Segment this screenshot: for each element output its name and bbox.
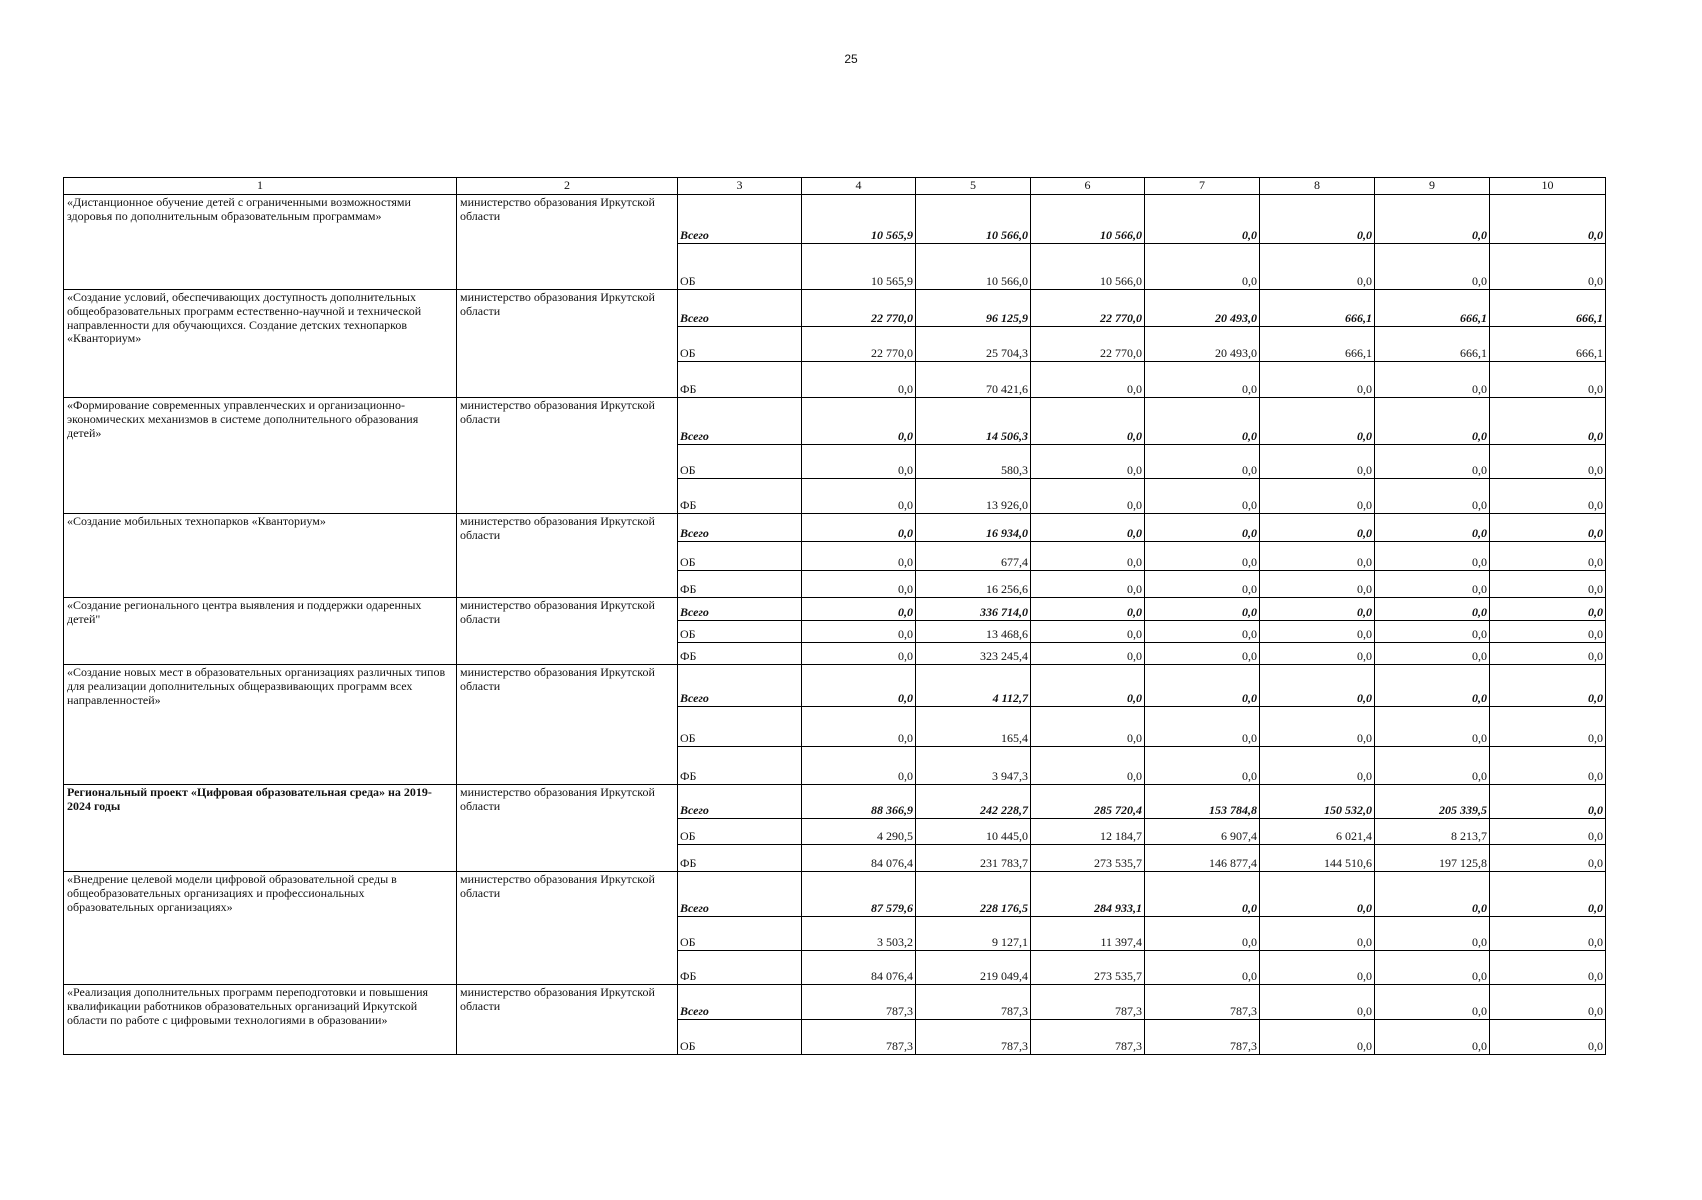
amount-cell: 0,0 xyxy=(1031,665,1145,707)
executor-name: министерство образования Иркутской области xyxy=(457,514,678,598)
funding-source: Всего xyxy=(678,598,802,621)
amount-cell: 0,0 xyxy=(1031,643,1145,665)
amount-cell: 144 510,6 xyxy=(1260,845,1375,872)
amount-cell: 10 566,0 xyxy=(1031,244,1145,290)
page-number: 25 xyxy=(844,52,858,66)
amount-cell: 0,0 xyxy=(1260,643,1375,665)
activity-name: «Создание мобильных технопарков «Кванториум» xyxy=(64,514,457,598)
amount-cell: 0,0 xyxy=(1260,985,1375,1020)
table-row xyxy=(64,985,1606,1020)
amount-cell: 580,3 xyxy=(916,445,1031,479)
amount-cell: 666,1 xyxy=(1260,327,1375,362)
table-row xyxy=(64,514,1606,542)
amount-cell: 273 535,7 xyxy=(1031,845,1145,872)
amount-cell: 0,0 xyxy=(1490,195,1606,244)
amount-cell: 787,3 xyxy=(1145,985,1260,1020)
amount-cell: 0,0 xyxy=(1490,707,1606,747)
amount-cell: 273 535,7 xyxy=(1031,951,1145,985)
funding-source: Всего xyxy=(678,398,802,445)
amount-cell: 0,0 xyxy=(1490,362,1606,398)
amount-cell: 205 339,5 xyxy=(1375,785,1490,819)
amount-cell: 0,0 xyxy=(802,621,916,643)
amount-cell: 0,0 xyxy=(1490,571,1606,598)
amount-cell: 0,0 xyxy=(1145,479,1260,514)
amount-cell: 12 184,7 xyxy=(1031,819,1145,845)
amount-cell: 285 720,4 xyxy=(1031,785,1145,819)
amount-cell: 219 049,4 xyxy=(916,951,1031,985)
amount-cell: 0,0 xyxy=(1490,951,1606,985)
table-row xyxy=(64,398,1606,445)
amount-cell: 0,0 xyxy=(1375,872,1490,917)
funding-source: ОБ xyxy=(678,542,802,571)
amount-cell: 0,0 xyxy=(1375,665,1490,707)
activity-name: «Создание условий, обеспечивающих доступность дополнительных общеобразовательных программ естественно-научной и технической направленности для обучающихся. Создание детских технопарков «Кванториум» xyxy=(64,290,457,398)
amount-cell: 10 566,0 xyxy=(916,244,1031,290)
amount-cell: 0,0 xyxy=(1490,542,1606,571)
amount-cell: 0,0 xyxy=(1490,598,1606,621)
column-header: 6 xyxy=(1031,178,1145,195)
amount-cell: 0,0 xyxy=(1145,398,1260,445)
column-header: 7 xyxy=(1145,178,1260,195)
amount-cell: 0,0 xyxy=(1260,621,1375,643)
amount-cell: 0,0 xyxy=(1031,747,1145,785)
funding-source: ФБ xyxy=(678,479,802,514)
amount-cell: 0,0 xyxy=(1375,445,1490,479)
amount-cell: 0,0 xyxy=(1260,872,1375,917)
funding-source: Всего xyxy=(678,195,802,244)
amount-cell: 22 770,0 xyxy=(802,327,916,362)
activity-name: «Дистанционное обучение детей с ограниченными возможностями здоровья по дополнительным образовательным программам» xyxy=(64,195,457,290)
amount-cell: 22 770,0 xyxy=(1031,290,1145,327)
funding-source: ОБ xyxy=(678,244,802,290)
amount-cell: 0,0 xyxy=(1260,195,1375,244)
amount-cell: 0,0 xyxy=(1145,362,1260,398)
amount-cell: 0,0 xyxy=(1490,845,1606,872)
amount-cell: 10 565,9 xyxy=(802,195,916,244)
column-header: 3 xyxy=(678,178,802,195)
amount-cell: 0,0 xyxy=(1375,917,1490,951)
amount-cell: 0,0 xyxy=(1375,398,1490,445)
amount-cell: 0,0 xyxy=(1375,244,1490,290)
amount-cell: 284 933,1 xyxy=(1031,872,1145,917)
amount-cell: 70 421,6 xyxy=(916,362,1031,398)
amount-cell: 0,0 xyxy=(1145,643,1260,665)
amount-cell: 0,0 xyxy=(802,362,916,398)
amount-cell: 165,4 xyxy=(916,707,1031,747)
amount-cell: 8 213,7 xyxy=(1375,819,1490,845)
column-header: 1 xyxy=(64,178,457,195)
amount-cell: 323 245,4 xyxy=(916,643,1031,665)
table-row xyxy=(64,872,1606,917)
amount-cell: 0,0 xyxy=(1145,514,1260,542)
amount-cell: 16 934,0 xyxy=(916,514,1031,542)
amount-cell: 0,0 xyxy=(802,747,916,785)
amount-cell: 0,0 xyxy=(1145,665,1260,707)
amount-cell: 96 125,9 xyxy=(916,290,1031,327)
amount-cell: 14 506,3 xyxy=(916,398,1031,445)
funding-source: ОБ xyxy=(678,917,802,951)
amount-cell: 0,0 xyxy=(1490,398,1606,445)
amount-cell: 0,0 xyxy=(1490,665,1606,707)
amount-cell: 0,0 xyxy=(1260,747,1375,785)
amount-cell: 0,0 xyxy=(1490,479,1606,514)
amount-cell: 0,0 xyxy=(1031,571,1145,598)
amount-cell: 0,0 xyxy=(1260,598,1375,621)
amount-cell: 0,0 xyxy=(1260,951,1375,985)
amount-cell: 0,0 xyxy=(1031,362,1145,398)
amount-cell: 0,0 xyxy=(1490,514,1606,542)
funding-source: ОБ xyxy=(678,819,802,845)
amount-cell: 0,0 xyxy=(1375,362,1490,398)
amount-cell: 0,0 xyxy=(1260,514,1375,542)
amount-cell: 0,0 xyxy=(1375,571,1490,598)
table-row xyxy=(64,665,1606,707)
amount-cell: 3 947,3 xyxy=(916,747,1031,785)
amount-cell: 666,1 xyxy=(1375,290,1490,327)
amount-cell: 787,3 xyxy=(1031,985,1145,1020)
amount-cell: 0,0 xyxy=(1145,542,1260,571)
activity-name: Региональный проект «Цифровая образовательная среда» на 2019-2024 годы xyxy=(64,785,457,872)
table-row xyxy=(64,195,1606,244)
amount-cell: 0,0 xyxy=(1490,819,1606,845)
amount-cell: 787,3 xyxy=(916,1020,1031,1055)
amount-cell: 0,0 xyxy=(802,598,916,621)
table-body xyxy=(64,195,1606,1055)
executor-name: министерство образования Иркутской области xyxy=(457,290,678,398)
amount-cell: 0,0 xyxy=(802,542,916,571)
amount-cell: 0,0 xyxy=(802,479,916,514)
amount-cell: 0,0 xyxy=(1145,621,1260,643)
funding-source: ОБ xyxy=(678,707,802,747)
amount-cell: 20 493,0 xyxy=(1145,327,1260,362)
column-header: 9 xyxy=(1375,178,1490,195)
funding-source: Всего xyxy=(678,514,802,542)
table-row xyxy=(64,290,1606,327)
funding-source: Всего xyxy=(678,985,802,1020)
amount-cell: 4 290,5 xyxy=(802,819,916,845)
amount-cell: 0,0 xyxy=(802,643,916,665)
amount-cell: 0,0 xyxy=(1375,707,1490,747)
activity-name: «Внедрение целевой модели цифровой образовательной среды в общеобразовательных организациях и профессиональных образовательных организациях» xyxy=(64,872,457,985)
amount-cell: 242 228,7 xyxy=(916,785,1031,819)
amount-cell: 0,0 xyxy=(1375,747,1490,785)
column-header: 8 xyxy=(1260,178,1375,195)
executor-name: министерство образования Иркутской области xyxy=(457,195,678,290)
amount-cell: 0,0 xyxy=(1375,985,1490,1020)
amount-cell: 0,0 xyxy=(1260,707,1375,747)
amount-cell: 0,0 xyxy=(1490,917,1606,951)
amount-cell: 6 907,4 xyxy=(1145,819,1260,845)
column-header: 2 xyxy=(457,178,678,195)
amount-cell: 11 397,4 xyxy=(1031,917,1145,951)
activity-name: «Создание новых мест в образовательных организациях различных типов для реализации дополнительных общеразвивающих программ всех направленностей» xyxy=(64,665,457,785)
amount-cell: 0,0 xyxy=(1260,244,1375,290)
amount-cell: 0,0 xyxy=(1031,542,1145,571)
amount-cell: 0,0 xyxy=(1145,244,1260,290)
table-row xyxy=(64,598,1606,621)
funding-source: ФБ xyxy=(678,362,802,398)
amount-cell: 9 127,1 xyxy=(916,917,1031,951)
funding-source: Всего xyxy=(678,665,802,707)
amount-cell: 666,1 xyxy=(1490,327,1606,362)
amount-cell: 0,0 xyxy=(1145,571,1260,598)
amount-cell: 0,0 xyxy=(1031,621,1145,643)
amount-cell: 153 784,8 xyxy=(1145,785,1260,819)
amount-cell: 0,0 xyxy=(802,398,916,445)
funding-source: ОБ xyxy=(678,621,802,643)
amount-cell: 20 493,0 xyxy=(1145,290,1260,327)
amount-cell: 25 704,3 xyxy=(916,327,1031,362)
amount-cell: 0,0 xyxy=(1031,479,1145,514)
funding-source: Всего xyxy=(678,290,802,327)
amount-cell: 88 366,9 xyxy=(802,785,916,819)
amount-cell: 787,3 xyxy=(802,1020,916,1055)
amount-cell: 677,4 xyxy=(916,542,1031,571)
amount-cell: 666,1 xyxy=(1260,290,1375,327)
amount-cell: 0,0 xyxy=(1375,479,1490,514)
amount-cell: 787,3 xyxy=(802,985,916,1020)
amount-cell: 10 565,9 xyxy=(802,244,916,290)
amount-cell: 666,1 xyxy=(1490,290,1606,327)
amount-cell: 0,0 xyxy=(1031,707,1145,747)
amount-cell: 0,0 xyxy=(1375,195,1490,244)
amount-cell: 22 770,0 xyxy=(802,290,916,327)
header-row xyxy=(64,178,1606,195)
amount-cell: 0,0 xyxy=(1490,643,1606,665)
amount-cell: 22 770,0 xyxy=(1031,327,1145,362)
amount-cell: 0,0 xyxy=(1490,747,1606,785)
column-header: 5 xyxy=(916,178,1031,195)
amount-cell: 0,0 xyxy=(1375,643,1490,665)
amount-cell: 0,0 xyxy=(1490,445,1606,479)
amount-cell: 0,0 xyxy=(802,514,916,542)
table-row xyxy=(64,785,1606,819)
amount-cell: 16 256,6 xyxy=(916,571,1031,598)
amount-cell: 0,0 xyxy=(1031,514,1145,542)
amount-cell: 228 176,5 xyxy=(916,872,1031,917)
activity-name: «Формирование современных управленческих и организационно-экономических механизмов в системе дополнительного образования детей» xyxy=(64,398,457,514)
amount-cell: 0,0 xyxy=(1031,445,1145,479)
amount-cell: 0,0 xyxy=(1375,514,1490,542)
funding-source: ФБ xyxy=(678,643,802,665)
amount-cell: 0,0 xyxy=(1375,598,1490,621)
amount-cell: 13 926,0 xyxy=(916,479,1031,514)
funding-source: ОБ xyxy=(678,1020,802,1055)
amount-cell: 231 783,7 xyxy=(916,845,1031,872)
executor-name: министерство образования Иркутской области xyxy=(457,785,678,872)
amount-cell: 0,0 xyxy=(1260,917,1375,951)
amount-cell: 0,0 xyxy=(1260,362,1375,398)
amount-cell: 0,0 xyxy=(1145,707,1260,747)
funding-source: ОБ xyxy=(678,327,802,362)
funding-source: Всего xyxy=(678,872,802,917)
amount-cell: 787,3 xyxy=(1145,1020,1260,1055)
amount-cell: 787,3 xyxy=(1031,1020,1145,1055)
amount-cell: 0,0 xyxy=(1260,445,1375,479)
amount-cell: 0,0 xyxy=(802,665,916,707)
amount-cell: 0,0 xyxy=(802,707,916,747)
executor-name: министерство образования Иркутской области xyxy=(457,665,678,785)
amount-cell: 4 112,7 xyxy=(916,665,1031,707)
amount-cell: 787,3 xyxy=(916,985,1031,1020)
amount-cell: 0,0 xyxy=(1145,598,1260,621)
amount-cell: 0,0 xyxy=(1375,1020,1490,1055)
amount-cell: 0,0 xyxy=(1260,571,1375,598)
amount-cell: 0,0 xyxy=(1145,951,1260,985)
funding-source: ОБ xyxy=(678,445,802,479)
amount-cell: 0,0 xyxy=(1260,479,1375,514)
amount-cell: 0,0 xyxy=(802,445,916,479)
amount-cell: 0,0 xyxy=(1375,542,1490,571)
amount-cell: 3 503,2 xyxy=(802,917,916,951)
amount-cell: 0,0 xyxy=(1260,542,1375,571)
amount-cell: 0,0 xyxy=(1031,598,1145,621)
amount-cell: 84 076,4 xyxy=(802,951,916,985)
activity-name: «Создание регионального центра выявления и поддержки одаренных детей" xyxy=(64,598,457,665)
amount-cell: 0,0 xyxy=(1375,621,1490,643)
budget-table xyxy=(63,177,1606,1055)
activity-name: «Реализация дополнительных программ переподготовки и повышения квалификации работников образовательных организаций Иркутской области по работе с цифровыми технологиями в образовании» xyxy=(64,985,457,1055)
funding-source: Всего xyxy=(678,785,802,819)
amount-cell: 0,0 xyxy=(1490,621,1606,643)
amount-cell: 10 566,0 xyxy=(1031,195,1145,244)
amount-cell: 0,0 xyxy=(1490,985,1606,1020)
funding-source: ФБ xyxy=(678,747,802,785)
executor-name: министерство образования Иркутской области xyxy=(457,398,678,514)
amount-cell: 0,0 xyxy=(1375,951,1490,985)
amount-cell: 0,0 xyxy=(1145,872,1260,917)
executor-name: министерство образования Иркутской области xyxy=(457,985,678,1055)
amount-cell: 6 021,4 xyxy=(1260,819,1375,845)
amount-cell: 0,0 xyxy=(1490,872,1606,917)
executor-name: министерство образования Иркутской области xyxy=(457,598,678,665)
amount-cell: 0,0 xyxy=(802,571,916,598)
amount-cell: 0,0 xyxy=(1031,398,1145,445)
column-header: 4 xyxy=(802,178,916,195)
amount-cell: 146 877,4 xyxy=(1145,845,1260,872)
amount-cell: 0,0 xyxy=(1145,445,1260,479)
amount-cell: 0,0 xyxy=(1490,1020,1606,1055)
amount-cell: 10 566,0 xyxy=(916,195,1031,244)
amount-cell: 0,0 xyxy=(1490,244,1606,290)
executor-name: министерство образования Иркутской области xyxy=(457,872,678,985)
amount-cell: 87 579,6 xyxy=(802,872,916,917)
funding-source: ФБ xyxy=(678,571,802,598)
amount-cell: 13 468,6 xyxy=(916,621,1031,643)
amount-cell: 0,0 xyxy=(1145,917,1260,951)
amount-cell: 0,0 xyxy=(1260,1020,1375,1055)
amount-cell: 197 125,8 xyxy=(1375,845,1490,872)
amount-cell: 10 445,0 xyxy=(916,819,1031,845)
column-header: 10 xyxy=(1490,178,1606,195)
amount-cell: 0,0 xyxy=(1490,785,1606,819)
funding-source: ФБ xyxy=(678,951,802,985)
amount-cell: 84 076,4 xyxy=(802,845,916,872)
funding-source: ФБ xyxy=(678,845,802,872)
amount-cell: 666,1 xyxy=(1375,327,1490,362)
amount-cell: 0,0 xyxy=(1260,398,1375,445)
amount-cell: 336 714,0 xyxy=(916,598,1031,621)
amount-cell: 0,0 xyxy=(1260,665,1375,707)
amount-cell: 150 532,0 xyxy=(1260,785,1375,819)
amount-cell: 0,0 xyxy=(1145,195,1260,244)
amount-cell: 0,0 xyxy=(1145,747,1260,785)
